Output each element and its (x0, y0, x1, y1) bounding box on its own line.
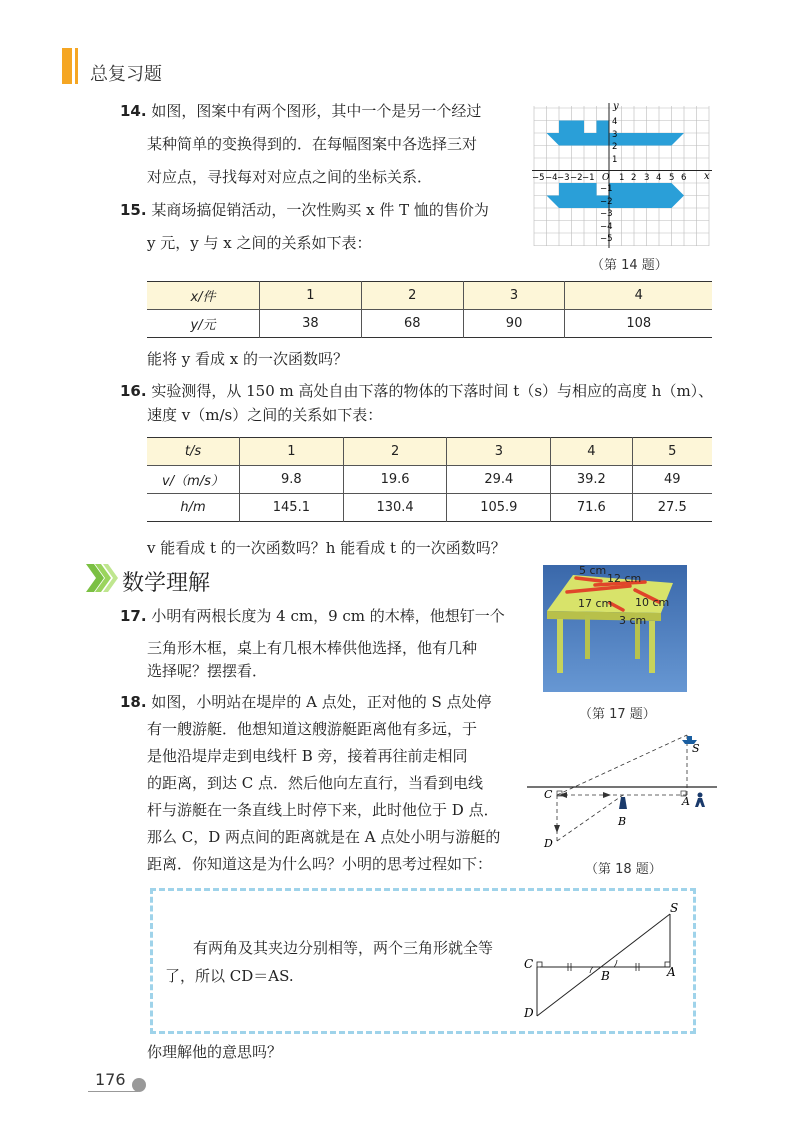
q14-x-label: x (704, 171, 710, 182)
q15-cell: 90 (463, 310, 565, 338)
q14-ytick: 1 (612, 155, 618, 165)
q18-line-5: 杆与游艇在一条直线上时停下来，此时他位于 D 点． (147, 801, 499, 819)
q15-text-1: 某商场搞促销活动，一次性购买 x 件 T 恤的售价为 (151, 201, 489, 219)
q15-table (147, 281, 712, 338)
q14-shape-lower (547, 183, 685, 208)
q14-xtick: 3 (644, 173, 650, 183)
q16-cell: v/（m/s） (162, 474, 224, 489)
box-diagram (522, 898, 687, 1022)
footer-dot (132, 1078, 146, 1092)
q18-label-C: C (544, 788, 553, 801)
q16-line-1 (120, 381, 713, 401)
stick-label-5: 5 cm (579, 565, 607, 577)
q18-line-2: 有一艘游艇．他想知道这艘游艇距离他有多远，于 (147, 720, 478, 738)
q18-label-A: A (682, 795, 690, 808)
q17-table-illustration (543, 565, 687, 692)
q16-number: 16. (120, 382, 147, 400)
chevrons-icon (86, 564, 120, 592)
q14-xtick: 4 (656, 173, 662, 183)
q16-cell: 105.9 (447, 494, 551, 522)
q15-cell: 1 (260, 282, 362, 310)
q17-line-1 (120, 606, 505, 626)
q16-cell: 27.5 (632, 494, 712, 522)
q15-cell: 38 (260, 310, 362, 338)
q15-cell: 108 (565, 310, 712, 338)
header-title: 总复习题 (90, 64, 162, 85)
q17-line-2: 三角形木框，桌上有几根木棒供他选择，他有几种 (147, 639, 478, 657)
q18-line-1 (120, 692, 492, 712)
q14-origin-label: O (602, 173, 610, 183)
stick-label-12: 12 cm (607, 572, 642, 585)
q14-ytick: 2 (612, 142, 618, 152)
q17-number: 17. (120, 607, 147, 625)
person-icon (695, 793, 705, 808)
q18-caption: （第 18 题） (585, 862, 662, 877)
q14-ytick: −2 (600, 197, 613, 207)
q14-ytick: 4 (612, 117, 618, 127)
q16-cell: 2 (343, 438, 447, 466)
q15-number: 15. (120, 201, 147, 219)
q16-table-row-t (147, 438, 712, 466)
q14-xtick: −4 (545, 173, 558, 183)
q17-caption: （第 17 题） (579, 707, 656, 722)
box-line-2: 了，所以 CD＝AS. (165, 967, 294, 985)
q16-cell: 19.6 (343, 466, 447, 494)
q14-xtick: −1 (582, 173, 595, 183)
q14-y-label: y (613, 101, 619, 112)
q17-text-1: 小明有两根长度为 4 cm，9 cm 的木棒，他想钉一个 (151, 607, 505, 625)
q14-line-3: 对应点，寻找每对对应点之间的坐标关系． (147, 168, 433, 186)
q14-ytick: −1 (600, 184, 613, 194)
q18-label-B: B (618, 815, 627, 828)
header-accent-bar (62, 48, 72, 84)
q16-cell: 4 (551, 438, 632, 466)
stick-label-10: 10 cm (635, 596, 670, 609)
q15-cell: 3 (463, 282, 565, 310)
q16-cell: 5 (632, 438, 712, 466)
q16-question: v 能看成 t 的一次函数吗？h 能看成 t 的一次函数吗？ (147, 539, 506, 557)
box-label-A: A (667, 965, 676, 979)
q18-line-6: 那么 C，D 两点间的距离就是在 A 点处小明与游艇的 (147, 828, 501, 846)
q16-cell: 145.1 (240, 494, 344, 522)
q16-cell: h/m (180, 500, 206, 515)
q15-table-row-x (147, 282, 712, 310)
q18-label-S: S (692, 742, 700, 755)
q16-cell: 3 (447, 438, 551, 466)
q15-cell: y/元 (190, 318, 216, 333)
q16-cell: t/s (184, 444, 202, 459)
q14-xtick: 1 (619, 173, 625, 183)
q18-number: 18. (120, 693, 147, 711)
q14-ytick: −3 (600, 209, 613, 219)
q18-line-3: 是他沿堤岸走到电线杆 B 旁，接着再往前走相同 (147, 747, 468, 765)
q15-question: 能将 y 看成 x 的一次函数吗？ (147, 350, 349, 368)
q14-text-1: 如图，图案中有两个图形，其中一个是另一个经过 (151, 102, 482, 120)
q18-line-4: 的距离，到达 C 点．然后他向左直行，当看到电线 (147, 774, 484, 792)
q14-ytick: 3 (612, 130, 618, 140)
q14-ytick: −4 (600, 222, 613, 232)
q15-line-1 (120, 200, 489, 220)
q14-xtick: 5 (669, 173, 675, 183)
q16-cell: 29.4 (447, 466, 551, 494)
pole-icon (619, 797, 627, 809)
q16-cell: 39.2 (551, 466, 632, 494)
q14-xtick: 2 (631, 173, 637, 183)
q14-line-2: 某种简单的变换得到的．在每幅图案中各选择三对 (147, 135, 478, 153)
q18-text-1: 如图，小明站在堤岸的 A 点处，正对他的 S 点处停 (151, 693, 492, 711)
q18-label-D: D (544, 837, 553, 850)
q14-ytick: −5 (600, 234, 613, 244)
q15-cell: 68 (361, 310, 463, 338)
stick-label-17: 17 cm (578, 597, 613, 610)
box-label-C: C (524, 957, 534, 971)
box-label-S: S (670, 901, 679, 915)
q17-line-3: 选择呢？摆摆看． (147, 662, 268, 680)
q14-line-1 (120, 101, 481, 121)
q14-xtick: −5 (532, 173, 545, 183)
q14-number: 14. (120, 102, 147, 120)
stick-label-3: 3 cm (619, 614, 647, 627)
q15-cell: 4 (565, 282, 712, 310)
q16-cell: 1 (240, 438, 344, 466)
q15-cell: x/件 (190, 290, 216, 305)
page-number: 176 (95, 1070, 126, 1089)
q14-caption: （第 14 题） (591, 258, 668, 273)
section-title: 数学理解 (122, 571, 211, 596)
q14-xtick: 6 (681, 173, 687, 183)
q14-xtick: −2 (570, 173, 583, 183)
q16-cell: 71.6 (551, 494, 632, 522)
footer-line (88, 1091, 138, 1092)
q16-cell: 130.4 (343, 494, 447, 522)
q15-table-row-y (147, 310, 712, 338)
q18-diagram (527, 725, 717, 853)
closing-question: 你理解他的意思吗？ (147, 1043, 283, 1061)
q18-line-7: 距离．你知道这是为什么吗？小明的思考过程如下： (147, 855, 493, 873)
header-accent-bar-thin (75, 48, 78, 84)
q16-cell: 49 (632, 466, 712, 494)
box-label-B: B (601, 969, 610, 983)
q14-coordinate-graph (528, 100, 714, 250)
box-line-1: 有两角及其夹边分别相等，两个三角形就全等 (193, 939, 494, 957)
q15-line-2: y 元，y 与 x 之间的关系如下表： (147, 234, 372, 252)
q14-xtick: −3 (557, 173, 570, 183)
q16-text-1: 实验测得，从 150 m 高处自由下落的物体的下落时间 t（s）与相应的高度 h（m）、 (151, 382, 714, 400)
q16-table-row-h (147, 494, 712, 522)
q16-line-2: 速度 v（m/s）之间的关系如下表： (147, 406, 383, 424)
q16-table-row-v (147, 466, 712, 494)
q16-cell: 9.8 (240, 466, 344, 494)
q15-cell: 2 (361, 282, 463, 310)
box-label-D: D (524, 1006, 534, 1020)
q16-table (147, 437, 712, 522)
